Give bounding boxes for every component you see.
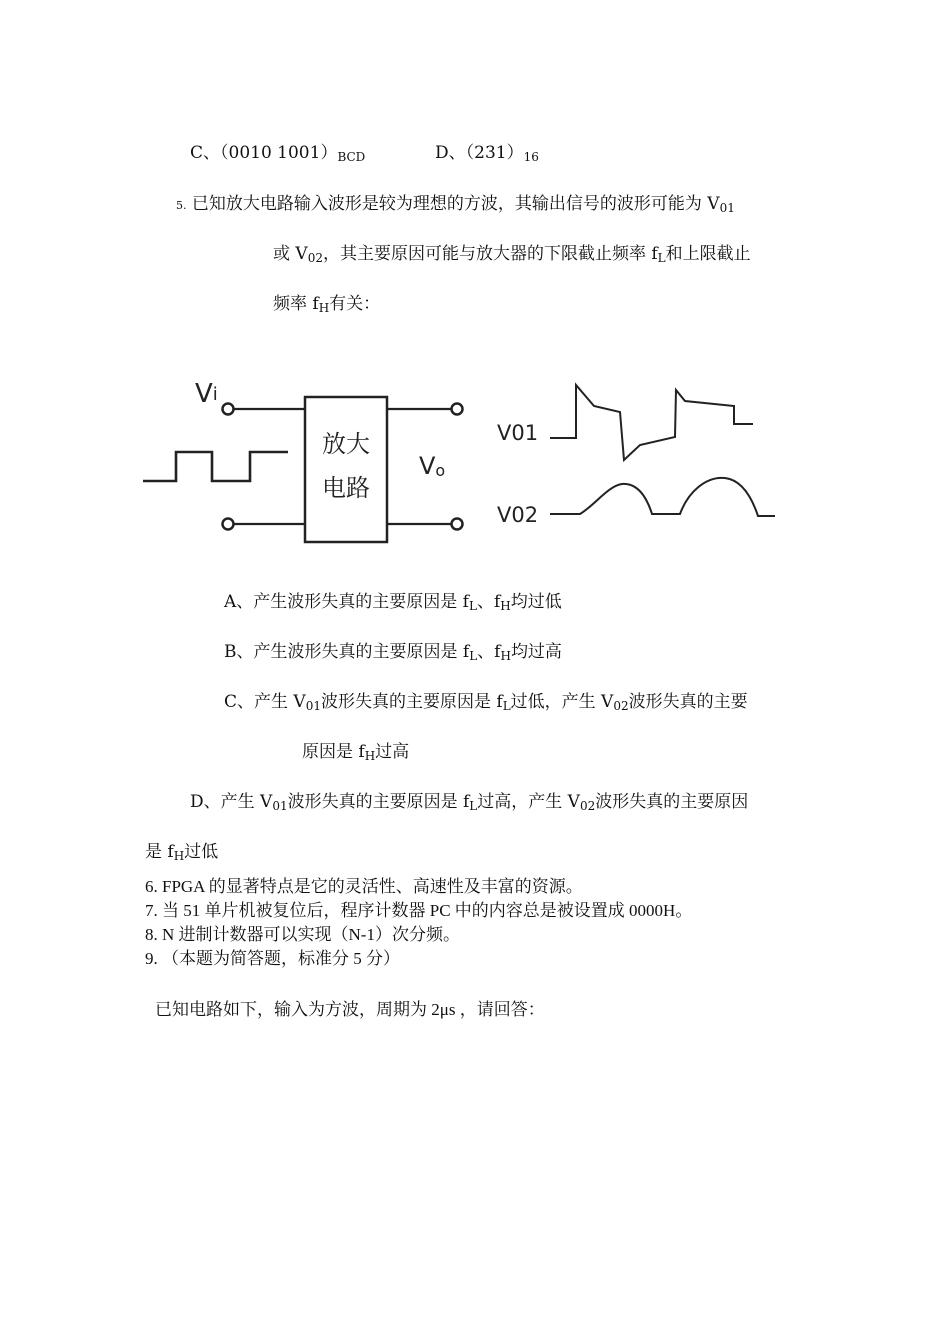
- q5-option-a: [224, 592, 562, 613]
- opt-c-l2a: 原因是 f: [302, 742, 365, 762]
- opt-b-s1: L: [469, 649, 478, 663]
- opt-c-t3: 过低，产生 V: [510, 692, 614, 712]
- opt-a-t3: 均过低: [510, 592, 562, 612]
- q5-line1-sub: 01: [719, 201, 735, 215]
- q5-option-d: [190, 792, 748, 813]
- q5-number: 5.: [176, 199, 187, 212]
- q5-option-c: [224, 692, 748, 713]
- opt-d-s2: L: [469, 799, 478, 813]
- opt-b-s2: H: [500, 649, 511, 663]
- q5-line1-text: 已知放大电路输入波形是较为理想的方波，其输出信号的波形可能为 V: [191, 194, 720, 214]
- opt-d-s3: 02: [579, 799, 596, 813]
- v01-waveform: [550, 385, 753, 460]
- opt-b-t3: 均过高: [510, 642, 562, 662]
- amplifier-box-line2: 电路: [322, 474, 370, 502]
- opt-a-t2: 、f: [476, 592, 501, 612]
- input-terminal-bottom: [223, 519, 234, 530]
- q4-option-d-sub: 16: [523, 150, 539, 164]
- opt-d-s1: 01: [272, 799, 288, 813]
- opt-c-s3: 02: [613, 699, 629, 713]
- opt-c-l2b: 过高: [375, 742, 410, 762]
- q5-stem-line3: [273, 294, 380, 315]
- q5-option-b: [224, 642, 562, 663]
- opt-c-s1: 01: [305, 699, 321, 713]
- q4-option-c: [190, 143, 365, 164]
- q5-line2-b: ，其主要原因可能与放大器的下限截止频率 f: [322, 244, 658, 264]
- q5-stem-line1: [176, 194, 735, 216]
- opt-d-l2s: H: [173, 849, 185, 863]
- opt-a-s2: H: [500, 599, 511, 613]
- opt-c-s2: L: [502, 699, 511, 713]
- opt-b-t2: 、f: [477, 642, 501, 662]
- input-square-wave: [143, 452, 288, 481]
- q5-line3-b: 有关：: [329, 294, 381, 314]
- amplifier-box: [305, 397, 387, 542]
- opt-c-t1: C、产生 V: [224, 692, 306, 712]
- q4-option-d-text: D、（231）: [435, 143, 524, 163]
- opt-d-t2: 波形失真的主要原因是 f: [287, 792, 470, 812]
- opt-c-t2: 波形失真的主要原因是 f: [320, 692, 503, 712]
- q5-option-d-line2: [145, 842, 218, 863]
- amplifier-figure: [140, 370, 790, 560]
- opt-d-l2b: 过低: [184, 842, 219, 862]
- output-terminal-top: [452, 404, 463, 415]
- q4-option-c-sub: BCD: [337, 150, 366, 164]
- input-label: Vi: [195, 379, 218, 409]
- opt-d-t1: D、产生 V: [190, 792, 273, 812]
- opt-d-t4: 波形失真的主要原因: [595, 792, 749, 812]
- q4-option-c-text: C、（0010 1001）: [190, 143, 338, 163]
- amplifier-box-line1: 放大: [322, 430, 370, 458]
- q5-line2-c: 和上限截止: [665, 244, 751, 264]
- q5-line3-sub: H: [318, 301, 330, 315]
- v01-label: V01: [497, 421, 539, 445]
- opt-a-s1: L: [468, 599, 477, 613]
- v02-label: V02: [497, 503, 539, 527]
- q4-option-d: [435, 143, 539, 164]
- opt-d-l2a: 是 f: [145, 842, 174, 862]
- output-terminal-bottom: [452, 519, 463, 530]
- item-7: 7. 当 51 单片机被复位后，程序计数器 PC 中的内容总是被设置成 0000H。: [145, 901, 693, 920]
- item-6: 6. FPGA 的显著特点是它的灵活性、高速性及丰富的资源。: [145, 877, 583, 896]
- input-terminal-top: [223, 404, 234, 415]
- item-9: 9. （本题为简答题，标准分 5 分）: [145, 949, 400, 968]
- opt-a-t1: A、产生波形失真的主要原因是 f: [224, 592, 469, 612]
- q5-line2-sub2: L: [657, 251, 666, 265]
- item-8: 8. N 进制计数器可以实现（N-1）次分频。: [145, 925, 460, 944]
- opt-c-t4: 波形失真的主要: [628, 692, 748, 712]
- q5-line3-a: 频率 f: [273, 294, 319, 314]
- amplifier-diagram: [140, 370, 790, 560]
- q5-stem-line2: [273, 244, 751, 265]
- q5-line2-sub1: 02: [307, 251, 323, 265]
- opt-b-t1: B、产生波形失真的主要原因是 f: [224, 642, 470, 662]
- q5-option-c-line2: [302, 742, 409, 763]
- q5-line2-a: 或 V: [273, 244, 308, 264]
- opt-c-l2s: H: [364, 749, 376, 763]
- opt-d-t3: 过高，产生 V: [477, 792, 580, 812]
- output-label: Vo: [419, 452, 446, 480]
- q9-text: 已知电路如下，输入为方波，周期为 2μs ，请回答：: [155, 1000, 545, 1019]
- v02-waveform: [550, 478, 775, 516]
